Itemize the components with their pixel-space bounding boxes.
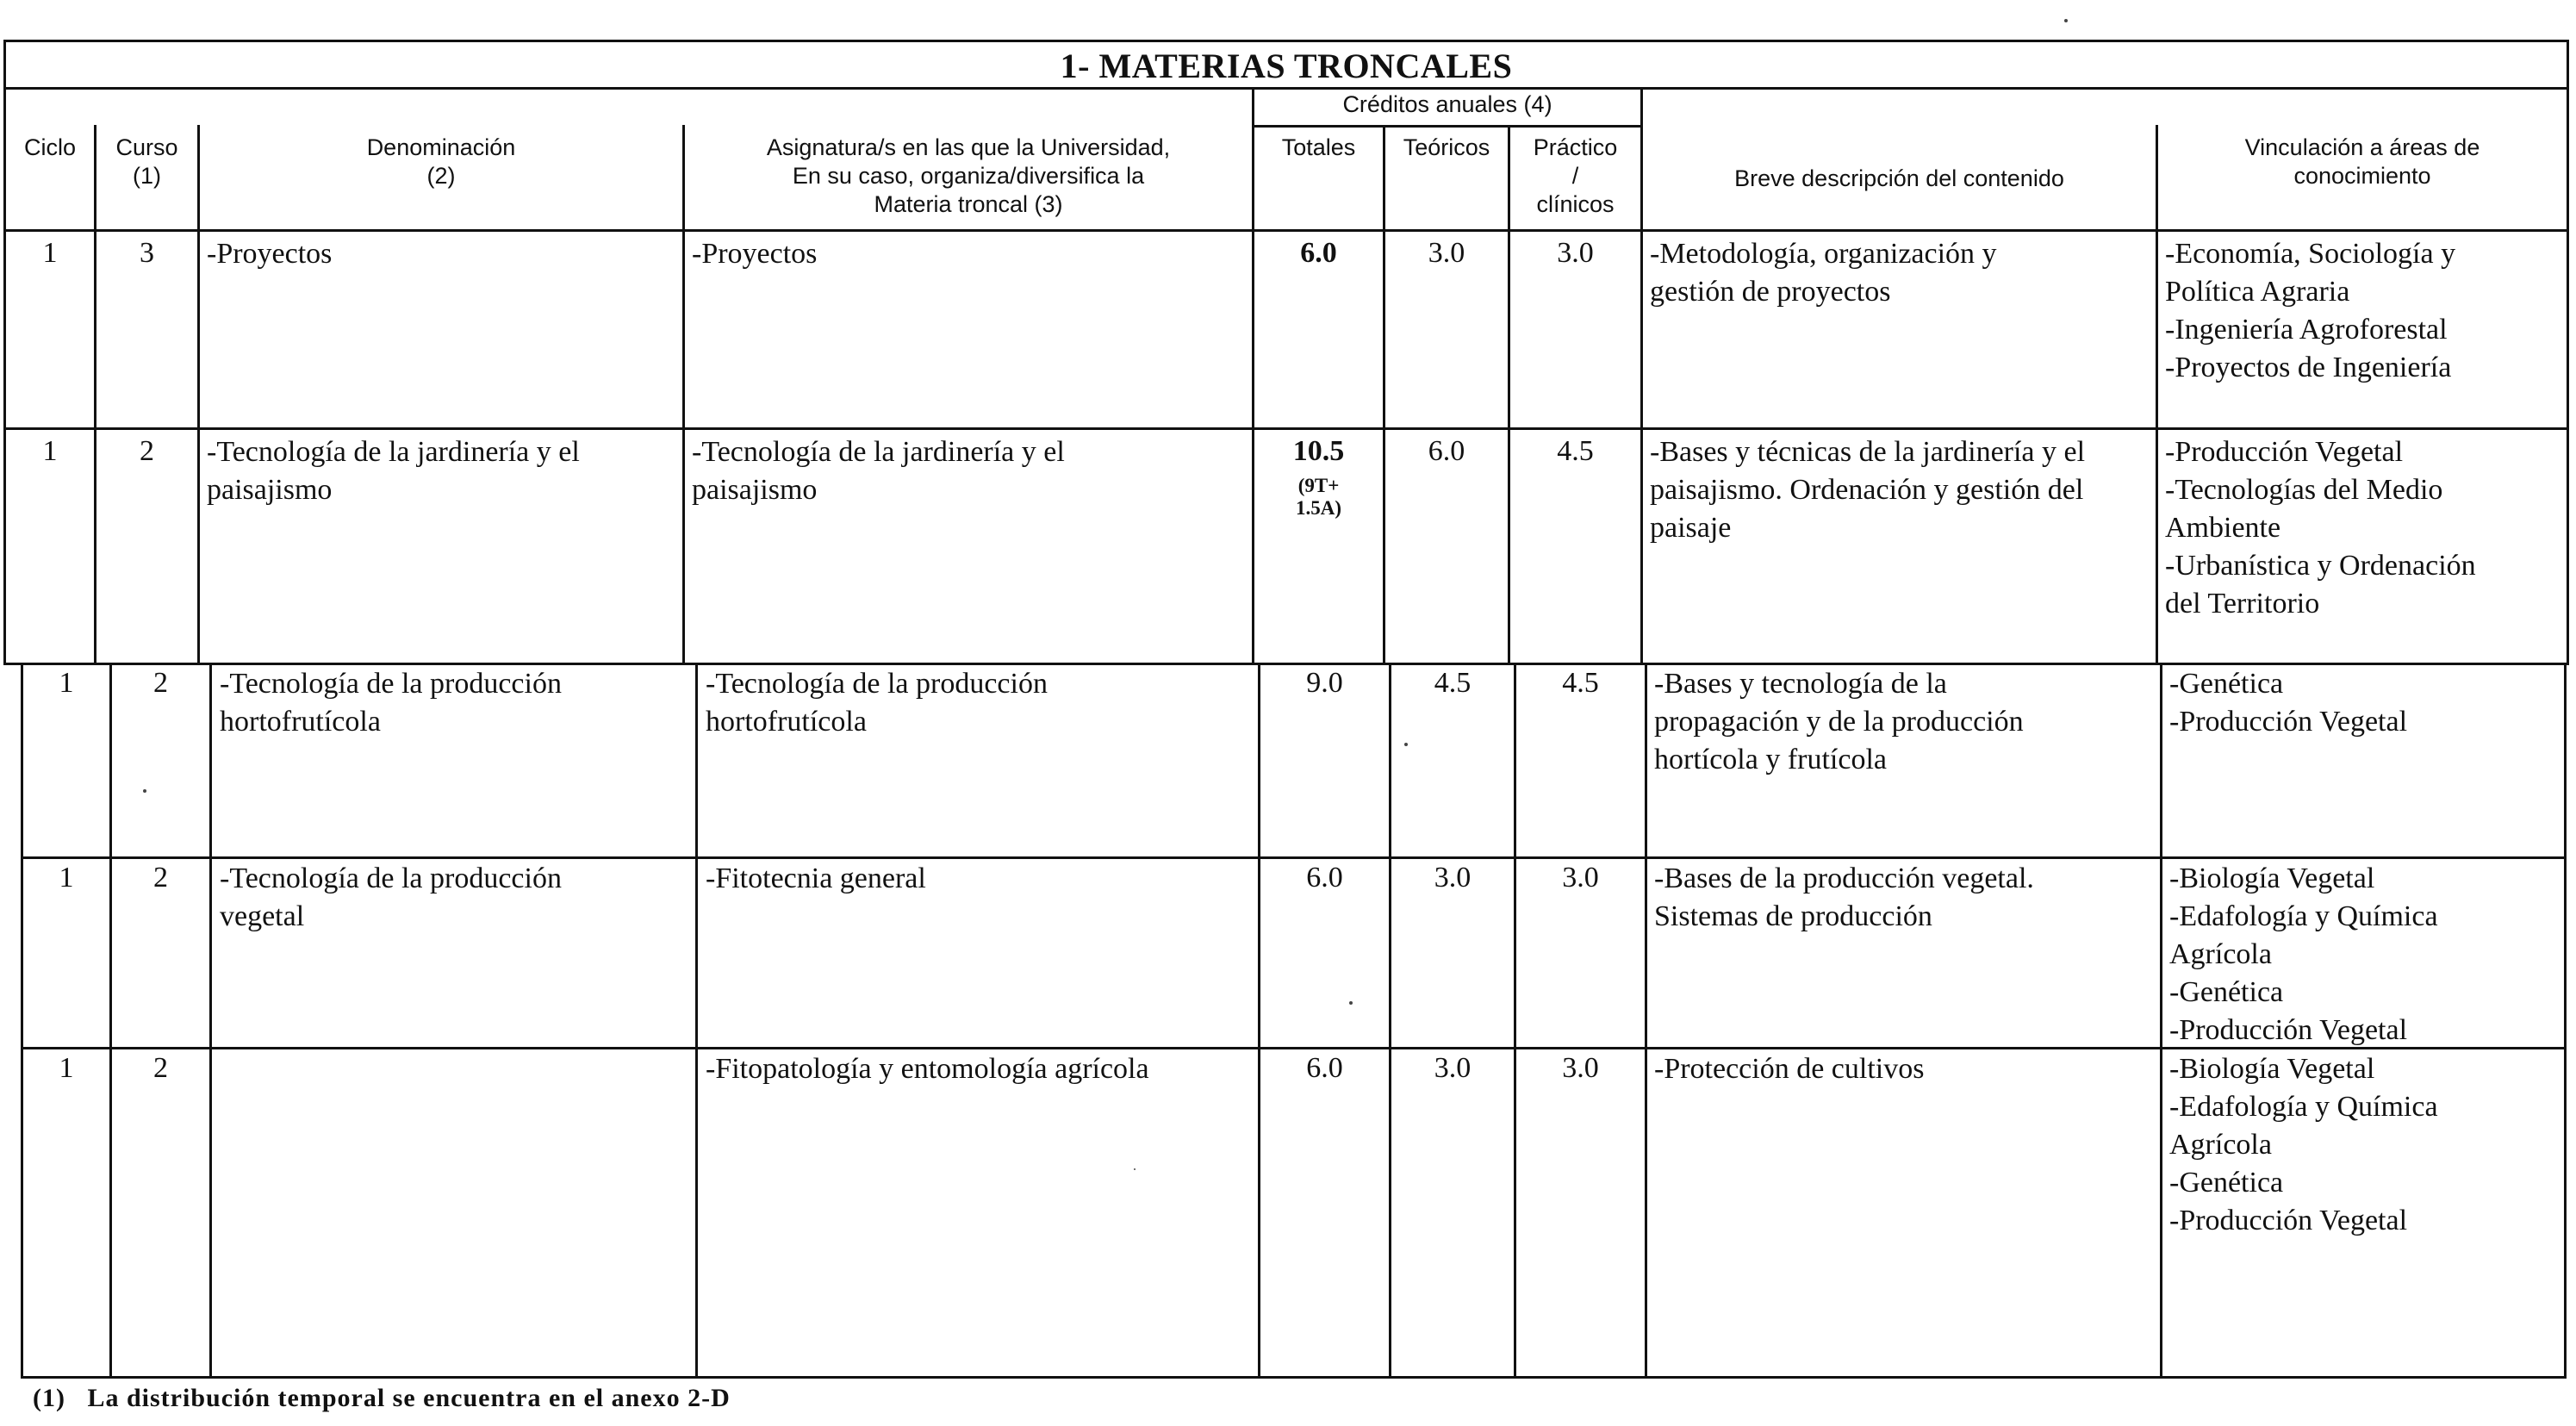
row-divider — [6, 427, 2567, 430]
header-descripcion: Breve descripción del contenido — [1734, 165, 2064, 191]
col-divider — [1383, 125, 1385, 665]
header-teoricos: Teóricos — [1403, 134, 1490, 160]
row4-vinculacion: -Biología Vegetal -Edafología y Química Agrícola -Genética -Producción Vegetal — [2169, 862, 2438, 1046]
row1-descripcion: -Metodología, organización y gestión de proyectos — [1650, 238, 1997, 308]
row4-totales: 6.0 — [1306, 862, 1343, 894]
row2-descripcion: -Bases y técnicas de la jardinería y el paisajismo. Ordenación y gestión del paisaje — [1650, 436, 2086, 544]
row4-teoricos: 3.0 — [1434, 862, 1472, 894]
row1-practicos: 3.0 — [1557, 237, 1594, 269]
col-divider — [109, 663, 112, 1376]
row5-curso: 2 — [153, 1052, 168, 1084]
row5-practicos: 3.0 — [1562, 1052, 1599, 1084]
row1-asignatura: -Proyectos — [692, 238, 818, 270]
scan-speck — [2064, 19, 2068, 22]
row5-totales: 6.0 — [1306, 1052, 1343, 1084]
col-divider — [1252, 87, 1254, 665]
credits-group-header: Créditos anuales (4) — [1342, 91, 1552, 117]
table-title: 1- MATERIAS TRONCALES — [1060, 47, 1513, 85]
row2-totales-note: (9T+ 1.5A) — [1295, 475, 1342, 519]
row2-asignatura: -Tecnología de la jardinería y el paisajismo — [692, 436, 1065, 506]
row4-denominacion: -Tecnología de la producción vegetal — [220, 862, 562, 932]
col-divider — [695, 663, 698, 1376]
row3-teoricos: 4.5 — [1434, 667, 1472, 699]
col-divider — [209, 663, 212, 1376]
row2-vinculacion: -Producción Vegetal -Tecnologías del Medio Ambiente -Urbanística y Ordenación del Territorio — [2165, 436, 2476, 620]
row5-vinculacion: -Biología Vegetal -Edafología y Química Agrícola -Genética -Producción Vegetal — [2169, 1053, 2438, 1236]
footnote: (1) La distribución temporal se encuentra en el anexo 2-D — [33, 1384, 731, 1412]
row2-totales: 10.5 — [1292, 435, 1345, 467]
scan-speck — [1134, 1168, 1136, 1170]
col-divider — [1514, 663, 1516, 1376]
header-practicos: Práctico / clínicos — [1533, 134, 1618, 217]
row1-teoricos: 3.0 — [1428, 237, 1465, 269]
row2-ciclo: 1 — [42, 435, 58, 467]
scan-speck — [1349, 1001, 1353, 1005]
header-ciclo: Ciclo — [23, 134, 76, 160]
row4-practicos: 3.0 — [1562, 862, 1599, 894]
row4-ciclo: 1 — [59, 862, 74, 894]
row2-denominacion: -Tecnología de la jardinería y el paisajismo — [207, 436, 580, 506]
row2-teoricos: 6.0 — [1428, 435, 1465, 467]
scan-speck — [143, 789, 146, 793]
header-vinculacion: Vinculación a áreas de conocimiento — [2244, 134, 2480, 189]
row3-denominacion: -Tecnología de la producción hortofrutícola — [220, 668, 562, 738]
row5-asignatura: -Fitopatología y entomología agrícola — [706, 1053, 1149, 1085]
row-divider — [23, 856, 2567, 859]
col-divider — [1389, 663, 1391, 1376]
col-divider — [1645, 663, 1647, 1376]
header-denominacion: Denominación (2) — [366, 134, 516, 189]
row3-curso: 2 — [153, 667, 168, 699]
col-divider — [2160, 663, 2162, 1376]
row1-curso: 3 — [140, 237, 154, 269]
row3-ciclo: 1 — [59, 667, 74, 699]
credits-group-divider — [1252, 125, 1643, 128]
row2-practicos: 4.5 — [1557, 435, 1594, 467]
row4-asignatura: -Fitotecnia general — [706, 862, 926, 894]
row1-denominacion: -Proyectos — [207, 238, 333, 270]
col-divider — [94, 125, 96, 665]
header-asignatura: Asignatura/s en las que la Universidad, En su caso, organiza/diversifica la Materia troncal (3) — [766, 134, 1171, 217]
header-curso: Curso (1) — [115, 134, 178, 189]
row5-ciclo: 1 — [59, 1052, 74, 1084]
lower-table — [21, 663, 2567, 1379]
header-totales: Totales — [1281, 134, 1356, 160]
col-divider — [1258, 663, 1260, 1376]
col-divider — [2156, 125, 2158, 665]
row3-asignatura: -Tecnología de la producción hortofrutícola — [706, 668, 1048, 738]
row2-curso: 2 — [140, 435, 154, 467]
title-divider — [6, 87, 2567, 90]
upper-table — [3, 40, 2569, 665]
row1-ciclo: 1 — [42, 237, 58, 269]
row4-curso: 2 — [153, 862, 168, 894]
scan-speck — [1404, 743, 1408, 746]
row3-totales: 9.0 — [1306, 667, 1343, 699]
row1-vinculacion: -Economía, Sociología y Política Agraria -Ingeniería Agroforestal -Proyectos de Ingeniería — [2165, 238, 2456, 383]
row3-practicos: 4.5 — [1562, 667, 1599, 699]
header-divider — [6, 229, 2567, 232]
row5-teoricos: 3.0 — [1434, 1052, 1472, 1084]
col-divider — [197, 125, 200, 665]
row4-descripcion: -Bases de la producción vegetal. Sistemas de producción — [1654, 862, 2034, 932]
row3-descripcion: -Bases y tecnología de la propagación y de la producción hortícola y frutícola — [1654, 668, 2024, 775]
row3-vinculacion: -Genética -Producción Vegetal — [2169, 668, 2408, 738]
row5-descripcion: -Protección de cultivos — [1654, 1053, 1925, 1085]
row1-totales: 6.0 — [1300, 237, 1337, 269]
